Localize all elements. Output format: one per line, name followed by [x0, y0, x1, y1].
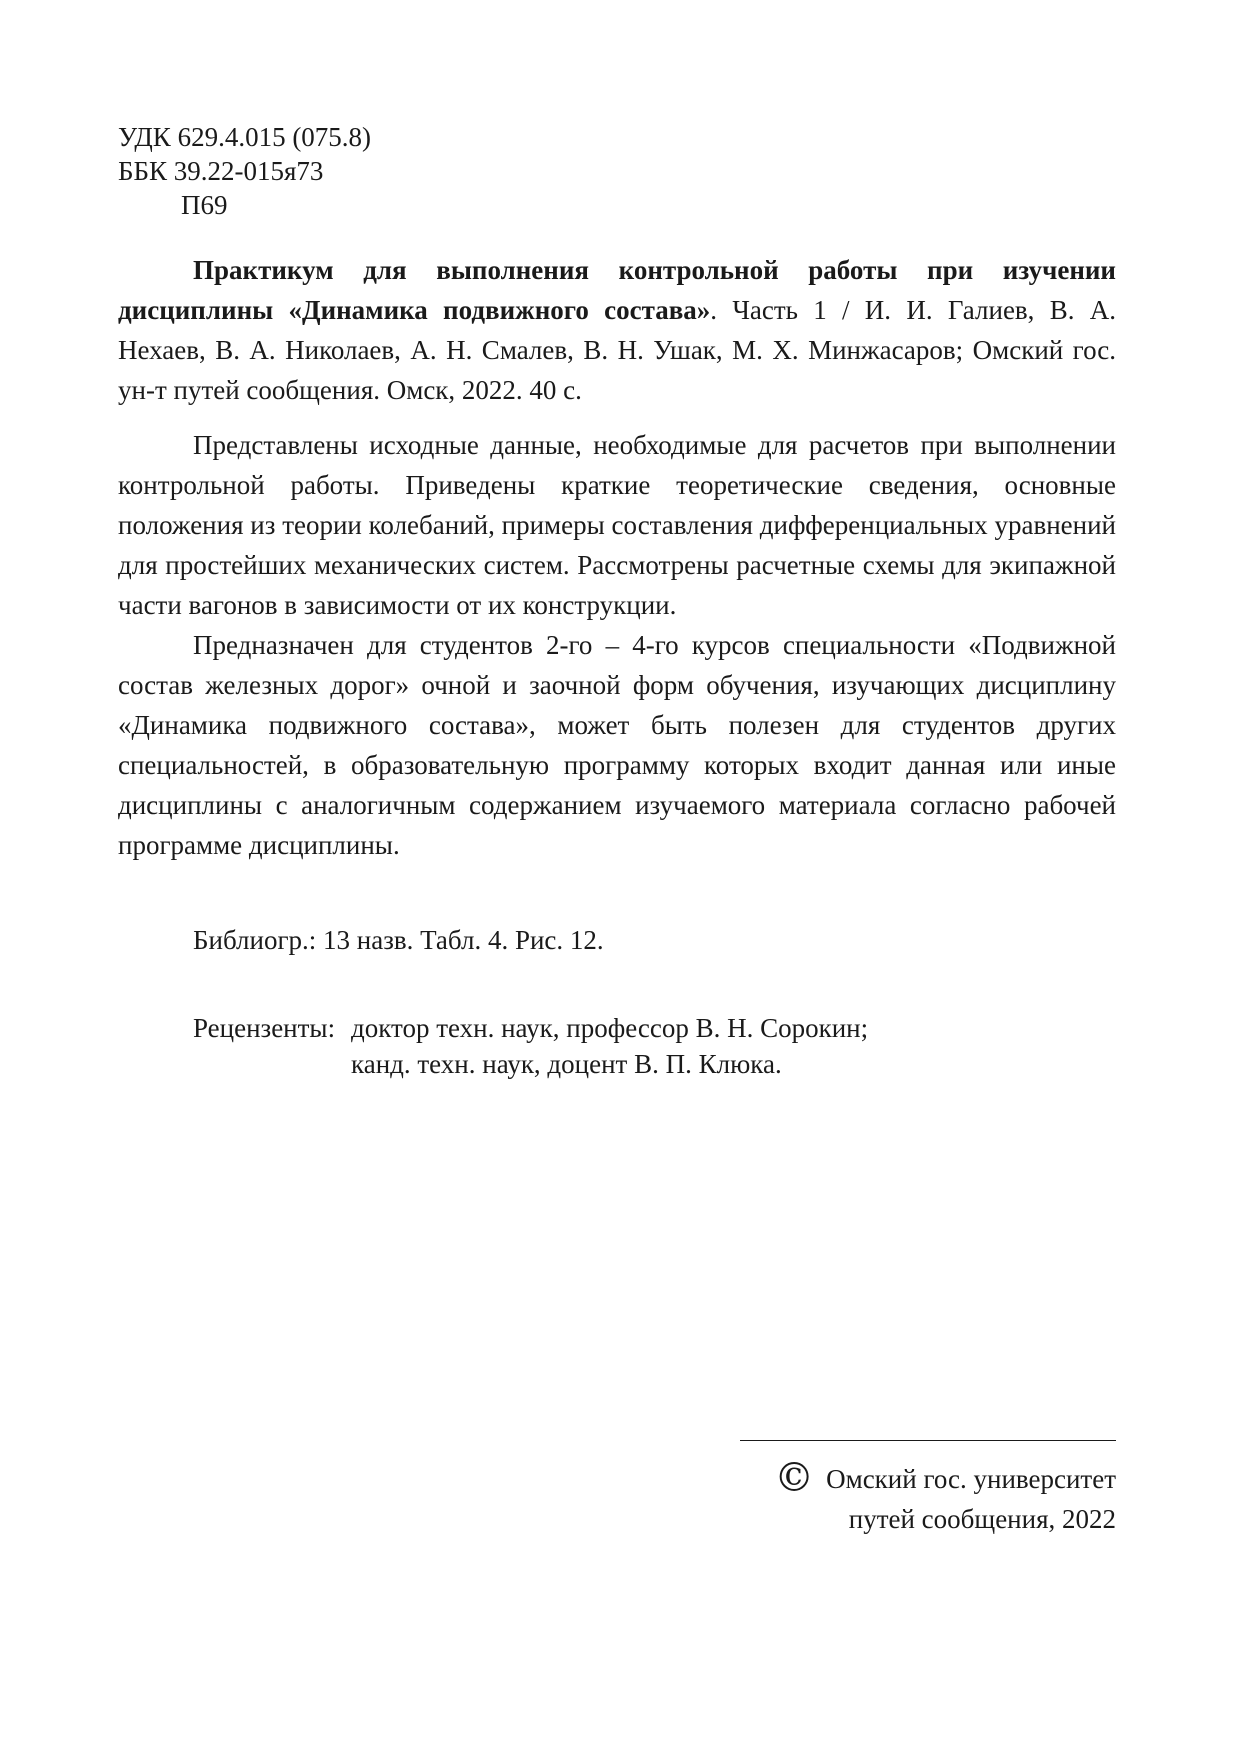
reviewer-2: канд. техн. наук, доцент В. П. Клюка. — [351, 1049, 782, 1079]
copyright-holder: Омский гос. университет — [826, 1464, 1116, 1494]
citation-paragraph — [118, 250, 1116, 410]
copyright-line-2: путей сообщения, 2022 — [848, 1504, 1116, 1534]
reviewers — [193, 1010, 868, 1082]
classification-codes — [118, 120, 371, 222]
copyright-notice — [774, 1455, 1116, 1539]
citation-details: . Часть 1 / И. И. Галиев, В. А. Нехаев, В. А. Николаев, А. Н. Смалев, В. Н. Ушак, М. Х. Минжасаров; Омский гос. ун-т путей сообщения. Омск, 2022. 40 с. — [118, 295, 1117, 405]
author-mark: П69 — [181, 190, 228, 220]
reviewers-list — [351, 1010, 868, 1082]
copyright-icon: © — [774, 1455, 815, 1501]
annotation — [118, 425, 1116, 865]
copyright-line-1 — [774, 1455, 1116, 1501]
citation-title: Практикум для выполнения контрольной работы при изучении дисциплины «Динамика подвижного состава» — [118, 255, 1116, 325]
bbk-code: ББК 39.22-015я73 — [118, 156, 324, 186]
udk-code: УДК 629.4.015 (075.8) — [118, 122, 372, 152]
copyright-divider — [740, 1440, 1116, 1441]
bibliographic-citation — [118, 250, 1116, 410]
bibliography-info: Библиогр.: 13 назв. Табл. 4. Рис. 12. — [193, 925, 604, 955]
annotation-paragraph-1: Представлены исходные данные, необходимые для расчетов при выполнении контрольной работы. Приведены краткие теоретические сведения, основные положения из теории колебаний, примеры составления дифференциальных уравнений для простейших механических систем. Рассмотрены расчетные схемы для экипажной части вагонов в зависимости от их конструкции. — [118, 430, 1116, 620]
reviewers-label: Рецензенты: — [193, 1013, 336, 1043]
annotation-paragraph-2: Предназначен для студентов 2-го – 4-го курсов специальности «Подвижной состав железных дорог» очной и заочной форм обучения, изучающих дисциплину «Динамика подвижного состава», может быть полезен для студентов других специальностей, в образовательную программу которых входит данная или иные дисциплины с аналогичным содержанием изучаемого материала согласно рабочей программе дисциплины. — [118, 630, 1116, 860]
reviewer-1: доктор техн. наук, профессор В. Н. Сорокин; — [351, 1013, 869, 1043]
